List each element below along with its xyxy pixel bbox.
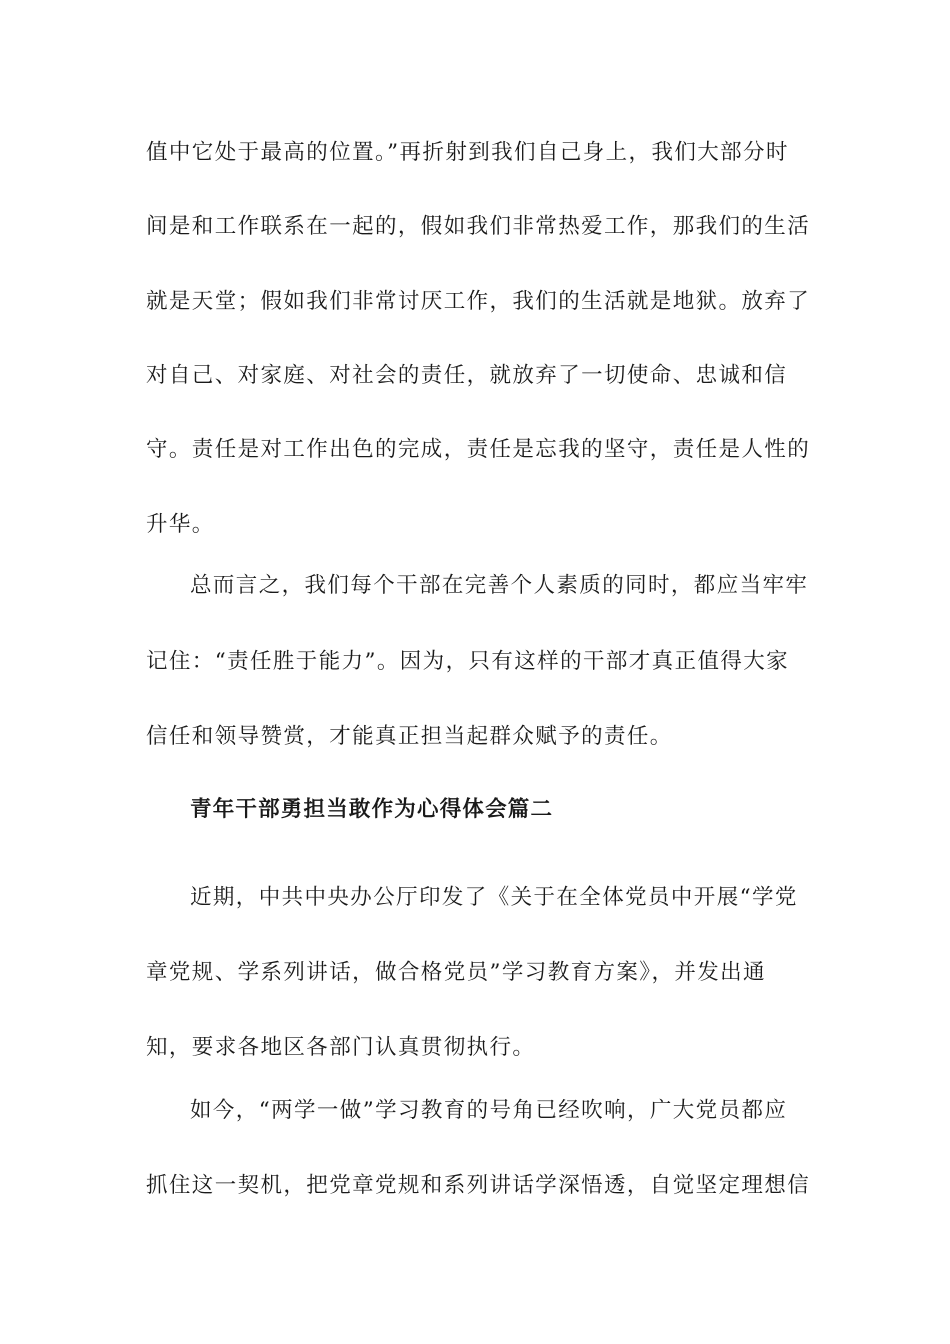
text-line: 总而言之，我们每个干部在完善个人素质的同时，都应当牢牢: [190, 573, 809, 598]
text-line: 近期，中共中央办公厅印发了《关于在全体党员中开展“学党: [190, 885, 798, 910]
text-line: 守。责任是对工作出色的完成，责任是忘我的坚守，责任是人性的: [146, 437, 811, 462]
text-line: 知，要求各地区各部门认真贯彻执行。: [146, 1035, 536, 1060]
text-line: 信任和领导赞赏，才能真正担当起群众赋予的责任。: [146, 724, 673, 749]
section-heading: 青年干部勇担当敢作为心得体会篇二: [190, 797, 554, 822]
text-line: 记住：“责任胜于能力”。因为，只有这样的干部才真正值得大家: [146, 649, 790, 674]
text-line: 对自己、对家庭、对社会的责任，就放弃了一切使命、忠诚和信: [146, 363, 788, 388]
text-line: 章党规、学系列讲话，做合格党员”学习教育方案》，并发出通: [146, 960, 766, 985]
text-line: 抓住这一契机，把党章党规和系列讲话学深悟透，自觉坚定理想信: [146, 1173, 811, 1198]
text-line: 如今，“两学一做”学习教育的号角已经吹响，广大党员都应: [190, 1098, 788, 1123]
text-line: 升华。: [146, 512, 215, 537]
text-line: 间是和工作联系在一起的，假如我们非常热爱工作，那我们的生活: [146, 214, 811, 239]
text-line: 值中它处于最高的位置。”再折射到我们自己身上，我们大部分时: [146, 140, 789, 165]
text-line: 就是天堂；假如我们非常讨厌工作，我们的生活就是地狱。放弃了: [146, 289, 811, 314]
